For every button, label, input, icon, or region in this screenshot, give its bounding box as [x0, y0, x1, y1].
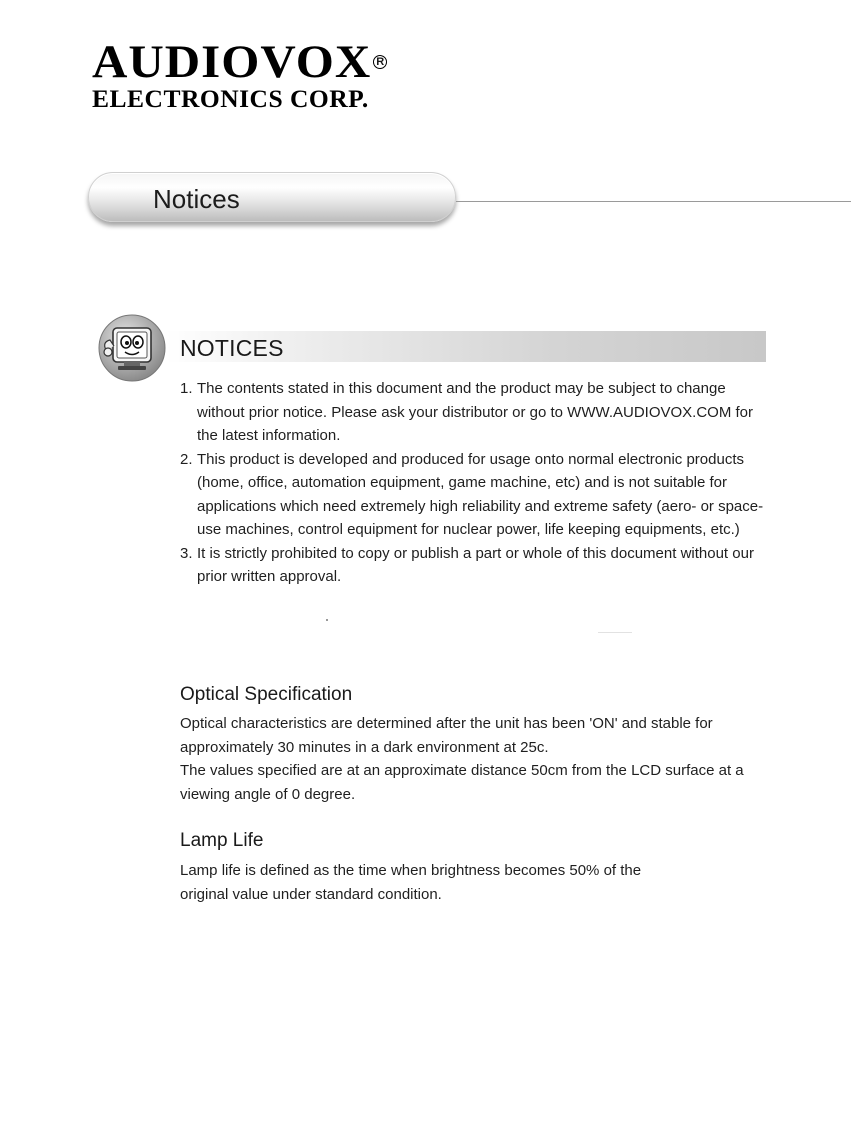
lamp-life-section — [180, 829, 770, 906]
scan-speck — [326, 619, 328, 621]
notices-list — [180, 377, 770, 589]
list-item-text: This product is developed and produced for usage onto normal electronic products (home, office, automation equipment, game machine, etc) and is not suitable for applications which need extremely high reliability and extreme safety (aero- or space-use machines, control equipment for nuclear power, life keeping equipments, etc.) — [197, 450, 764, 538]
logo-wordmark: AUDIOVOX — [92, 35, 372, 88]
optical-spec-paragraph: Optical characteristics are determined after the unit has been 'ON' and stable for approximately 30 minutes in a dark environment at 25c. — [180, 715, 713, 756]
list-item-number: 1. — [180, 380, 193, 397]
list-item-text: The contents stated in this document and the product may be subject to change without prior notice. Please ask your distributor or go to WWW.AUDIOVOX.COM for the latest information. — [197, 380, 754, 444]
optical-spec-section — [180, 683, 770, 806]
optical-spec-heading: Optical Specification — [180, 684, 353, 705]
list-item-number: 3. — [180, 544, 193, 562]
scan-speck — [598, 632, 632, 633]
notices-title: NOTICES — [180, 335, 284, 361]
registered-mark-icon: R — [373, 55, 387, 69]
monitor-mascot-icon — [96, 312, 170, 382]
list-item — [180, 377, 770, 448]
lamp-life-paragraph: Lamp life is defined as the time when brightness becomes 50% of the original value under standard condition. — [180, 862, 642, 903]
section-header-tab — [88, 172, 456, 222]
list-item — [180, 448, 770, 542]
section-title: Notices — [153, 184, 240, 214]
section-tab-pill — [88, 172, 456, 222]
list-item — [180, 542, 770, 589]
section-divider — [456, 201, 851, 202]
lamp-life-heading: Lamp Life — [180, 830, 264, 851]
list-item-text: It is strictly prohibited to copy or publish a part or whole of this document without our prior written approval. — [197, 544, 754, 585]
audiovox-logo — [92, 35, 387, 113]
logo-subtitle: ELECTRONICS CORP. — [92, 84, 369, 113]
notices-heading — [96, 312, 766, 382]
optical-spec-paragraph: The values specified are at an approximate distance 50cm from the LCD surface at a viewing angle of 0 degree. — [180, 762, 744, 803]
list-item-number: 2. — [180, 450, 193, 468]
